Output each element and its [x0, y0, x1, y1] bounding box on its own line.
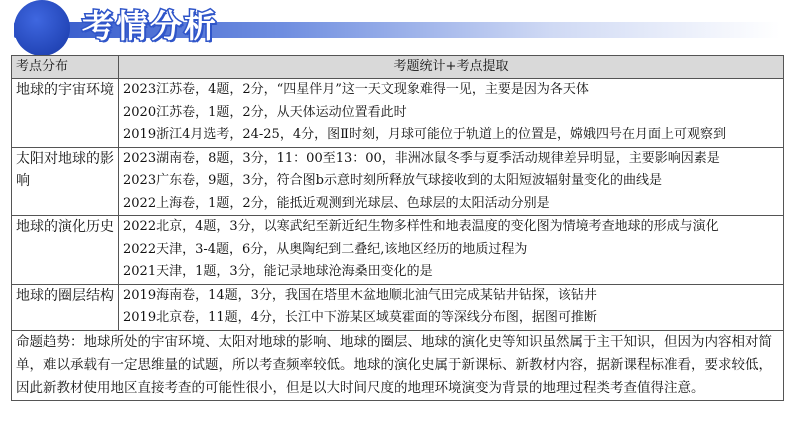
title-area [0, 0, 794, 56]
item-line: 2019浙江4月选考，24-25，4分，图Ⅱ时刻，月球可能位于轨道上的位置是，嫦娥四号在月面上可观察到 [123, 127, 726, 142]
title-decor-circle [14, 0, 70, 56]
item-line: 2022上海卷，1题，2分，能抵近观测到光球层、色球层的太阳活动分别是 [123, 195, 550, 211]
table-row [12, 284, 784, 330]
trend-row [12, 330, 784, 400]
topic-cell: 地球的圈层结构 [12, 284, 119, 330]
item-line: 2019海南卷，14题，3分，我国在塔里木盆地顺北油气田完成某钻井钻探，该钻井 [123, 287, 597, 303]
topic-cell: 地球的宇宙环境 [12, 79, 119, 148]
item-line: 2023广东卷，9题，3分，符合图b示意时刻所释放气球接收到的太阳短波辐射量变化的曲线是 [123, 173, 662, 188]
topic-cell: 太阳对地球的影响 [12, 147, 119, 216]
exam-analysis-table [11, 55, 784, 401]
item-line: 2019北京卷，11题，4分，长江中下游某区域莫霍面的等深线分布图，据图可推断 [123, 310, 597, 325]
table-header-row [12, 56, 784, 79]
table-row [12, 216, 784, 285]
item-line: 2022天津，3-4题，6分，从奥陶纪到二叠纪,该地区经历的地质过程为 [123, 241, 528, 257]
item-line: 2022北京，4题，3分，以寒武纪至新近纪生物多样性和地表温度的变化图为情境考查地球的形成与演化 [123, 219, 719, 234]
trend-text: 命题趋势：地球所处的宇宙环境、太阳对地球的影响、地球的圈层、地球的演化史等知识虽然属于主干知识，但因为内容相对简单，难以承载有一定思维量的试题，所以考查频率较低。地球的演化史属于新课标、新教材内容，据新课程标准看，要求较低，因此新教材使用地区直接考查的可能性很小，但是以大时间尺度的地理环境演变为背景的地理过程类考查值得注意。 [12, 330, 784, 400]
topic-cell: 地球的演化历史 [12, 216, 119, 285]
item-line: 2020江苏卷，1题，2分，从天体运动位置看此时 [123, 104, 407, 120]
header-topic: 考点分布 [12, 56, 119, 79]
header-stats: 考题统计+考点提取 [119, 56, 784, 79]
items-cell [119, 284, 784, 330]
items-cell [119, 79, 784, 148]
table-row [12, 147, 784, 216]
items-cell [119, 216, 784, 285]
item-line: 2023湖南卷，8题，3分，11：00至13：00，非洲冰鼠冬季与夏季活动规律差异明显，主要影响因素是 [123, 150, 720, 166]
item-line: 2021天津，1题，3分，能记录地球沧海桑田变化的是 [123, 264, 433, 279]
item-line: 2023江苏卷，4题，2分，“四星伴月”这一天文现象难得一见，主要是因为各天体 [123, 82, 589, 97]
items-cell [119, 147, 784, 216]
page-title: 考情分析 [82, 7, 219, 45]
table-row [12, 79, 784, 148]
